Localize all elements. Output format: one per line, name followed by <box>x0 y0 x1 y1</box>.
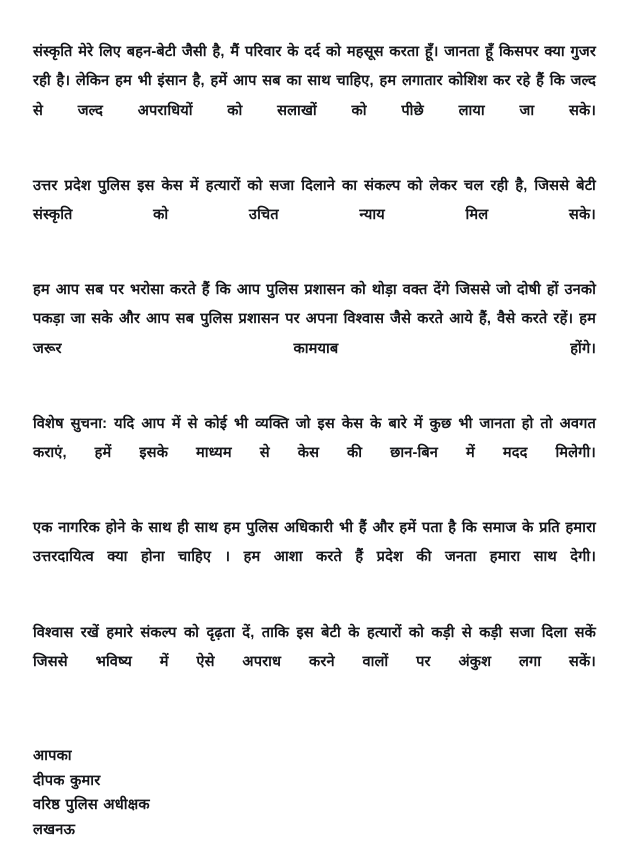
paragraph-4-special-notice: विशेष सुचना: यदि आप में से कोई भी व्यक्ति जो इस केस के बारे में कुछ भी जानता हो तो अवगत कराएं, हमें इसके माध्यम से केस की छान-बिन में मदद मिलेगी। <box>33 415 596 462</box>
paragraph-2: उत्तर प्रदेश पुलिस इस केस में हत्यारों को सजा दिलाने का संकल्प को लेकर चल रही है, जिससे बेटी संस्कृति को उचित न्याय मिल सके। <box>33 177 596 223</box>
signature-name: दीपक कुमार <box>33 772 101 789</box>
signature-block <box>33 744 596 842</box>
paragraph-6: विश्वास रखें हमारे संकल्प को दृढ़ता दें, ताकि इस बेटी के हत्यारों को कड़ी से कड़ी सजा दिला सकें जिससे भविष्य में ऐसे अपराध करने वालों पर अंकुश लगा सकें। <box>33 624 596 670</box>
signature-location: लखनऊ <box>33 821 76 838</box>
paragraph-5: एक नागरिक होने के साथ ही साथ हम पुलिस अधिकारी भी हैं और हमें पता है कि समाज के प्रति हमारा उत्तरदायित्व क्या होना चाहिए । हम आशा करते हैं प्रदेश की जनता हमारा साथ देगी। <box>33 520 596 566</box>
signature-salutation: आपका <box>33 748 72 765</box>
document-body <box>33 38 596 842</box>
paragraph-3: हम आप सब पर भरोसा करते हैं कि आप पुलिस प्रशासन को थोड़ा वक्त देंगे जिससे जो दोषी हों उनको पकड़ा जा सके और आप सब पुलिस प्रशासन पर अपना विश्वास जैसे करते आये हैं, वैसे करते रहें। हम जरूर कामयाब होंगे। <box>33 282 596 357</box>
paragraph-1: संस्कृति मेरे लिए बहन-बेटी जैसी है, मैं परिवार के दर्द को महसूस करता हूँ। जानता हूँ किसपर क्या गुजर रही है। लेकिन हम भी इंसान है, हमें आप सब का साथ चाहिए, हम लगातार कोशिश कर रहे हैं कि जल्द से जल्द अपराधियों को सलाखों को पीछे लाया जा सके। <box>33 44 596 119</box>
signature-designation: वरिष्ठ पुलिस अधीक्षक <box>33 797 150 814</box>
